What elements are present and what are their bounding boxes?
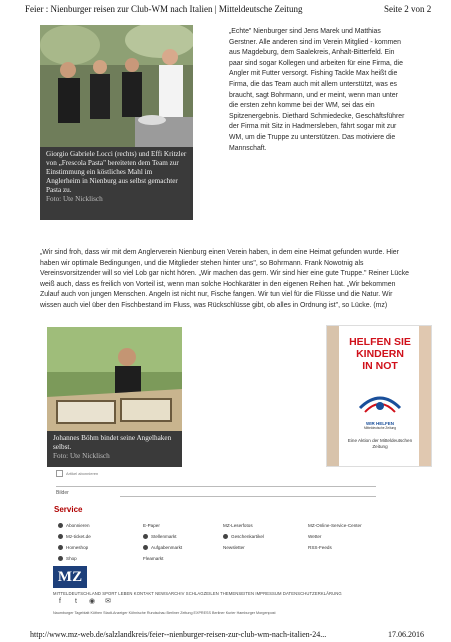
service-link-leserfotos[interactable]: MZ-Leserfotos	[223, 523, 253, 528]
service-link-homeshop[interactable]: Homeshop	[58, 542, 91, 553]
service-link-rss[interactable]: RSS-Feeds	[308, 545, 332, 550]
service-link-geschenkartikel[interactable]: Geschenkartikel	[223, 531, 264, 542]
service-link-ticket[interactable]: Mz-ticket.de	[58, 531, 91, 542]
service-link-abonnieren[interactable]: Abonnieren	[58, 520, 91, 531]
bilder-input[interactable]	[120, 496, 376, 497]
bullet-icon	[58, 556, 63, 561]
photo-fly-tying-image	[47, 327, 182, 431]
facebook-icon[interactable]: f	[59, 598, 61, 605]
ad-child-photo-left	[327, 326, 339, 467]
service-link-fleamarkt[interactable]: Fleamarkt	[143, 556, 164, 561]
service-link-epaper[interactable]: E-Paper	[143, 523, 160, 528]
ad-headline-1: HELFEN SIE	[349, 336, 411, 348]
ad-child-photo-right	[419, 326, 431, 467]
service-col-4	[308, 520, 362, 553]
ad-footer-text: Eine Aktion der Mitteldeutschen Zeitung	[347, 438, 413, 449]
ad-headline-2: KINDERN	[356, 348, 404, 360]
subscribe-label: Artikel abonnieren	[66, 471, 99, 476]
subscribe-row[interactable]	[56, 470, 98, 477]
ad-logo	[355, 388, 405, 430]
photo-fly-tying	[47, 327, 182, 431]
service-link-shop[interactable]: Shop	[58, 553, 91, 564]
photo-cooking-team-image	[40, 25, 193, 147]
bullet-icon	[58, 534, 63, 539]
bullet-icon	[143, 534, 148, 539]
photo-fly-tying-caption	[47, 431, 182, 467]
bilder-label: Bilder	[56, 490, 69, 496]
article-paragraph-1: „Echte" Nienburger sind Jens Marek und Matthias Gerstner. Alle anderen sind im Verein Mitglied - kommen aus Magdeburg, dem Saalekreis, Anhalt-Bitterfeld. Ein paar sind sogar Kollegen und arbeiten für eine Firma, die Angler mit Futter versorgt. Fishing Tackle Max heißt die Firma, die das Team auch mit allem unterstützt, was es braucht, sagt Bohrmann, und er meint, wenn man unter die ersten zehn komme bei der WM, sei das ein Spitzenergebnis. Diethard Schmiedecke, Geschäftsführer der Firma mit Sitz in Hadmersleben, fährt sogar mit zur WM, um die Truppe zu unterstützen. Das motiviere die Mannschaft.	[229, 28, 405, 152]
ad-helfen-sie-kindern[interactable]	[326, 325, 432, 467]
mail-icon[interactable]: ✉	[105, 598, 111, 605]
ad-headline-3: IN NOT	[362, 360, 398, 372]
social-icons	[56, 598, 112, 606]
service-link-wetter[interactable]: Wetter	[308, 534, 322, 539]
form-divider	[56, 486, 376, 487]
footer-nav[interactable]: MITTELDEUTSCHLAND SPORT LEBEN KONTAKT NEWSARCHIV SCHLAGZEILEN THEMENSEITEN IMPRESSUM DATENSCHUTZERKLÄRUNG	[53, 591, 342, 596]
footer-date: 17.06.2016	[388, 630, 424, 639]
article-paragraph-2: „Wir sind froh, dass wir mit dem Anglerverein Nienburg einen Verein haben, in dem eine Heimat gefunden wurde. Hier haben wir optimale Bedingungen, und die Mitglieder stehen hinter uns", so Bohrmann. Frank Nowotnig als Vereinsvorsitzender will so viel Lob gar nicht hören. „Wir machen das gern. Wir sind hier eine gute Truppe." Reiner Lücke weiß auch, dass es freilich von Vorteil ist, wenn man solche Hochkaräter in den eigenen Reihen hat. „Wir bekommen Zulauf auch von jungen Menschen. Angeln ist nicht nur, Fische fangen. Wir tun viel für die Flüsse und die Natur. Wir wissen auch viel über den Fischbestand im Fluss, was Rückschlüsse gibt, ob alles in Ordnung ist", so Lücke. (mz)	[40, 249, 409, 309]
caption-text: Giorgio Gabriele Locci (rechts) und Effi Kritzler von „Frescola Pasta" bereiteten dem Team zur Einstimmung ein köstliches Mahl im Anglerheim in Nienburg aus selbst gemachter Pasta zu.	[46, 150, 187, 194]
service-title: Service	[54, 505, 83, 514]
page-number: Seite 2 von 2	[384, 4, 432, 14]
ad-logo-sub: Mitteldeutsche Zeitung	[363, 426, 397, 430]
service-link-service-center[interactable]: MZ-Online-Service-Center	[308, 523, 362, 528]
caption-text: Johannes Böhm bindet seine Angelhaken selbst.	[53, 434, 172, 451]
bullet-icon	[58, 523, 63, 528]
bullet-icon	[143, 545, 148, 550]
photo-credit: Foto: Ute Nicklisch	[46, 195, 103, 203]
service-col-3	[223, 520, 264, 553]
twitter-icon[interactable]: t	[75, 598, 77, 605]
partner-links[interactable]: Naumburger Tageblatt Köthen Stadt-Anzeiger Köhnische Rundschau Berliner Zeitung EXPRESS Berliner Kurier Hamburger Morgenpost	[53, 611, 276, 615]
subscribe-checkbox[interactable]	[56, 470, 63, 477]
service-grid	[58, 520, 388, 565]
bullet-icon	[58, 545, 63, 550]
service-link-stellenmarkt[interactable]: Stellenmarkt	[143, 531, 182, 542]
bullet-icon	[223, 534, 228, 539]
service-col-1	[58, 520, 91, 564]
mz-logo[interactable]: MZ	[53, 566, 87, 588]
photo-cooking-team	[40, 25, 193, 147]
wir-helfen-logo-icon	[355, 388, 405, 416]
service-link-newsletter[interactable]: Newsletter	[223, 545, 245, 550]
photo-cooking-team-caption	[40, 147, 193, 220]
ad-logo-text: WIR HELFEN	[366, 421, 394, 426]
page-header-title: Feier : Nienburger reisen zur Club-WM nach Italien | Mitteldeutsche Zeitung	[25, 4, 303, 14]
photo-credit: Foto: Ute Nicklisch	[53, 452, 110, 460]
service-col-2	[143, 520, 182, 564]
service-link-aufgabenmarkt[interactable]: Aufgabenmarkt	[143, 542, 182, 553]
rss-icon[interactable]: ◉	[88, 598, 96, 605]
footer-url: http://www.mz-web.de/salzlandkreis/feier--nienburger-reisen-zur-club-wm-nach-italien-24...	[30, 630, 327, 639]
